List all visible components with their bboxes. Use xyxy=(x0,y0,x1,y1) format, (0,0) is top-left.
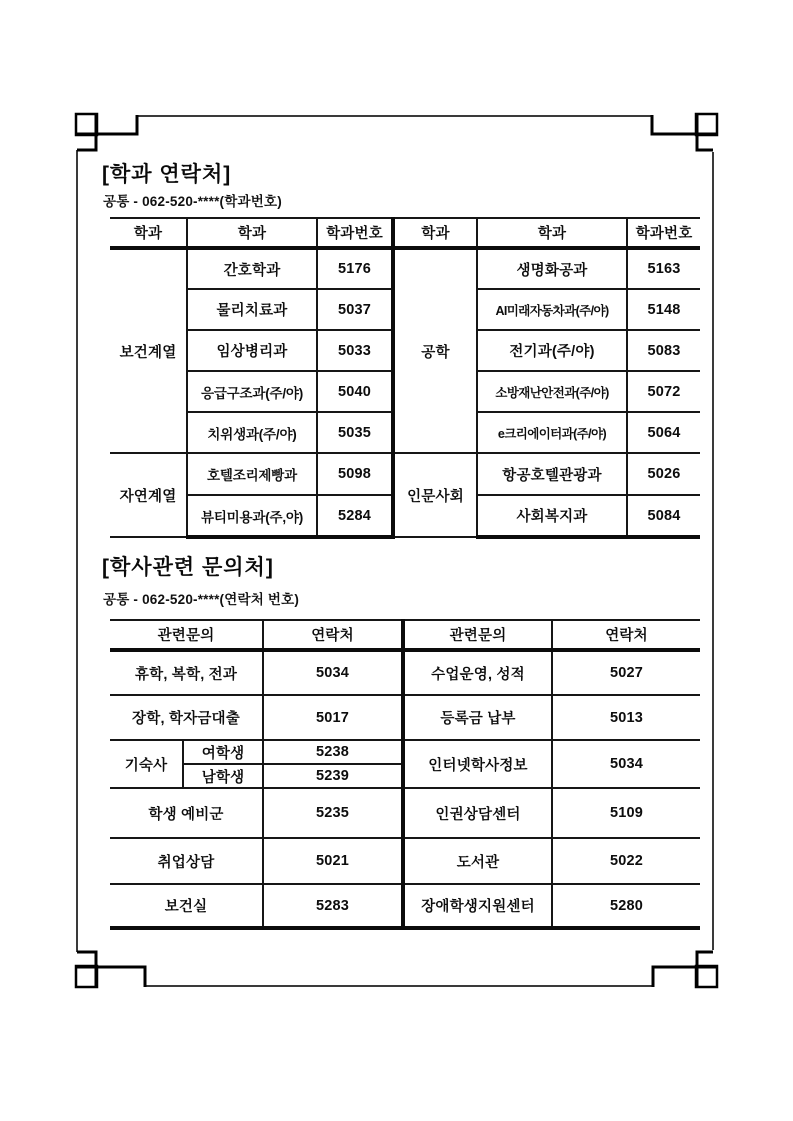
academic-inquiry-table xyxy=(110,619,700,930)
header-inquiry: 관련문의 xyxy=(403,620,552,650)
phone-cell: 5098 xyxy=(317,453,393,495)
phone-cell: 5033 xyxy=(317,330,393,371)
dept-cell: 간호학과 xyxy=(187,248,317,289)
dept-table-header-row xyxy=(110,218,700,248)
phone-cell: 5283 xyxy=(263,884,403,928)
dorm-sub-cell: 남학생 xyxy=(183,764,263,788)
table-row xyxy=(110,884,700,928)
inquiry-cell: 휴학, 복학, 전과 xyxy=(110,650,263,695)
inquiry-cell: 도서관 xyxy=(403,838,552,884)
section2-subtitle: 공통 - 062-520-****(연락처 번호) xyxy=(103,592,300,607)
phone-cell: 5148 xyxy=(627,289,700,330)
phone-cell: 5239 xyxy=(263,764,403,788)
phone-cell: 5109 xyxy=(552,788,700,838)
phone-cell: 5280 xyxy=(552,884,700,928)
phone-cell: 5017 xyxy=(263,695,403,740)
group-cell-health: 보건계열 xyxy=(110,248,187,453)
dept-cell: 임상병리과 xyxy=(187,330,317,371)
phone-cell: 5035 xyxy=(317,412,393,453)
corner-square-top-right xyxy=(696,114,717,135)
dorm-sub-cell: 여학생 xyxy=(183,740,263,764)
phone-cell: 5238 xyxy=(263,740,403,764)
phone-cell: 5040 xyxy=(317,371,393,412)
header-contact: 연락처 xyxy=(552,620,700,650)
phone-cell: 5034 xyxy=(263,650,403,695)
inquiry-cell: 취업상담 xyxy=(110,838,263,884)
phone-cell: 5284 xyxy=(317,495,393,537)
inquiry-cell: 보건실 xyxy=(110,884,263,928)
table-row xyxy=(110,453,700,495)
dept-cell: 사회복지과 xyxy=(477,495,627,537)
phone-cell: 5083 xyxy=(627,330,700,371)
inquiry-cell-dormitory: 기숙사 xyxy=(110,740,183,788)
section1-title: [학과 연락처] xyxy=(102,163,232,186)
inquiry-cell: 수업운영, 성적 xyxy=(403,650,552,695)
group-cell-engineering: 공학 xyxy=(393,248,477,453)
dept-cell: AI미래자동차과(주/야) xyxy=(477,289,627,330)
group-cell-natural: 자연계열 xyxy=(110,453,187,537)
header-contact: 연락처 xyxy=(263,620,403,650)
dept-cell: e크리에이터과(주/야) xyxy=(477,412,627,453)
dept-cell: 물리치료과 xyxy=(187,289,317,330)
header-dept-number: 학과번호 xyxy=(627,218,700,248)
header-dept: 학과 xyxy=(477,218,627,248)
corner-square-top-left xyxy=(76,114,97,135)
inquiry-cell: 인권상담센터 xyxy=(403,788,552,838)
phone-cell: 5176 xyxy=(317,248,393,289)
inquiry-cell: 인터넷학사정보 xyxy=(403,740,552,788)
header-category: 학과 xyxy=(393,218,477,248)
inquiry-cell: 학생 예비군 xyxy=(110,788,263,838)
corner-square-bottom-left xyxy=(76,966,97,987)
table-row xyxy=(110,248,700,289)
phone-cell: 5027 xyxy=(552,650,700,695)
table-row xyxy=(110,650,700,695)
section2-title: [학사관련 문의처] xyxy=(102,556,274,579)
inquiry-cell: 장학, 학자금대출 xyxy=(110,695,263,740)
inquiry-table-header-row xyxy=(110,620,700,650)
corner-square-bottom-right xyxy=(696,966,717,987)
dept-cell: 항공호텔관광과 xyxy=(477,453,627,495)
phone-cell: 5235 xyxy=(263,788,403,838)
table-row xyxy=(110,740,700,764)
phone-cell: 5022 xyxy=(552,838,700,884)
header-dept: 학과 xyxy=(187,218,317,248)
header-inquiry: 관련문의 xyxy=(110,620,263,650)
phone-cell: 5021 xyxy=(263,838,403,884)
section1-subtitle: 공통 - 062-520-****(학과번호) xyxy=(103,194,282,209)
dept-cell: 전기과(주/야) xyxy=(477,330,627,371)
phone-cell: 5037 xyxy=(317,289,393,330)
dept-contact-table xyxy=(110,217,700,539)
inquiry-cell: 장애학생지원센터 xyxy=(403,884,552,928)
inquiry-cell: 등록금 납부 xyxy=(403,695,552,740)
group-cell-humanities: 인문사회 xyxy=(393,453,477,537)
phone-cell: 5034 xyxy=(552,740,700,788)
dept-cell: 응급구조과(주/야) xyxy=(187,371,317,412)
dept-cell: 소방재난안전과(주/야) xyxy=(477,371,627,412)
phone-cell: 5084 xyxy=(627,495,700,537)
dept-cell: 호텔조리제빵과 xyxy=(187,453,317,495)
phone-cell: 5013 xyxy=(552,695,700,740)
phone-cell: 5026 xyxy=(627,453,700,495)
table-row xyxy=(110,838,700,884)
phone-cell: 5064 xyxy=(627,412,700,453)
phone-cell: 5072 xyxy=(627,371,700,412)
phone-cell: 5163 xyxy=(627,248,700,289)
dept-cell: 치위생과(주/야) xyxy=(187,412,317,453)
header-category: 학과 xyxy=(110,218,187,248)
header-dept-number: 학과번호 xyxy=(317,218,393,248)
dept-cell: 생명화공과 xyxy=(477,248,627,289)
dept-cell: 뷰티미용과(주,야) xyxy=(187,495,317,537)
table-row xyxy=(110,788,700,838)
table-row xyxy=(110,695,700,740)
